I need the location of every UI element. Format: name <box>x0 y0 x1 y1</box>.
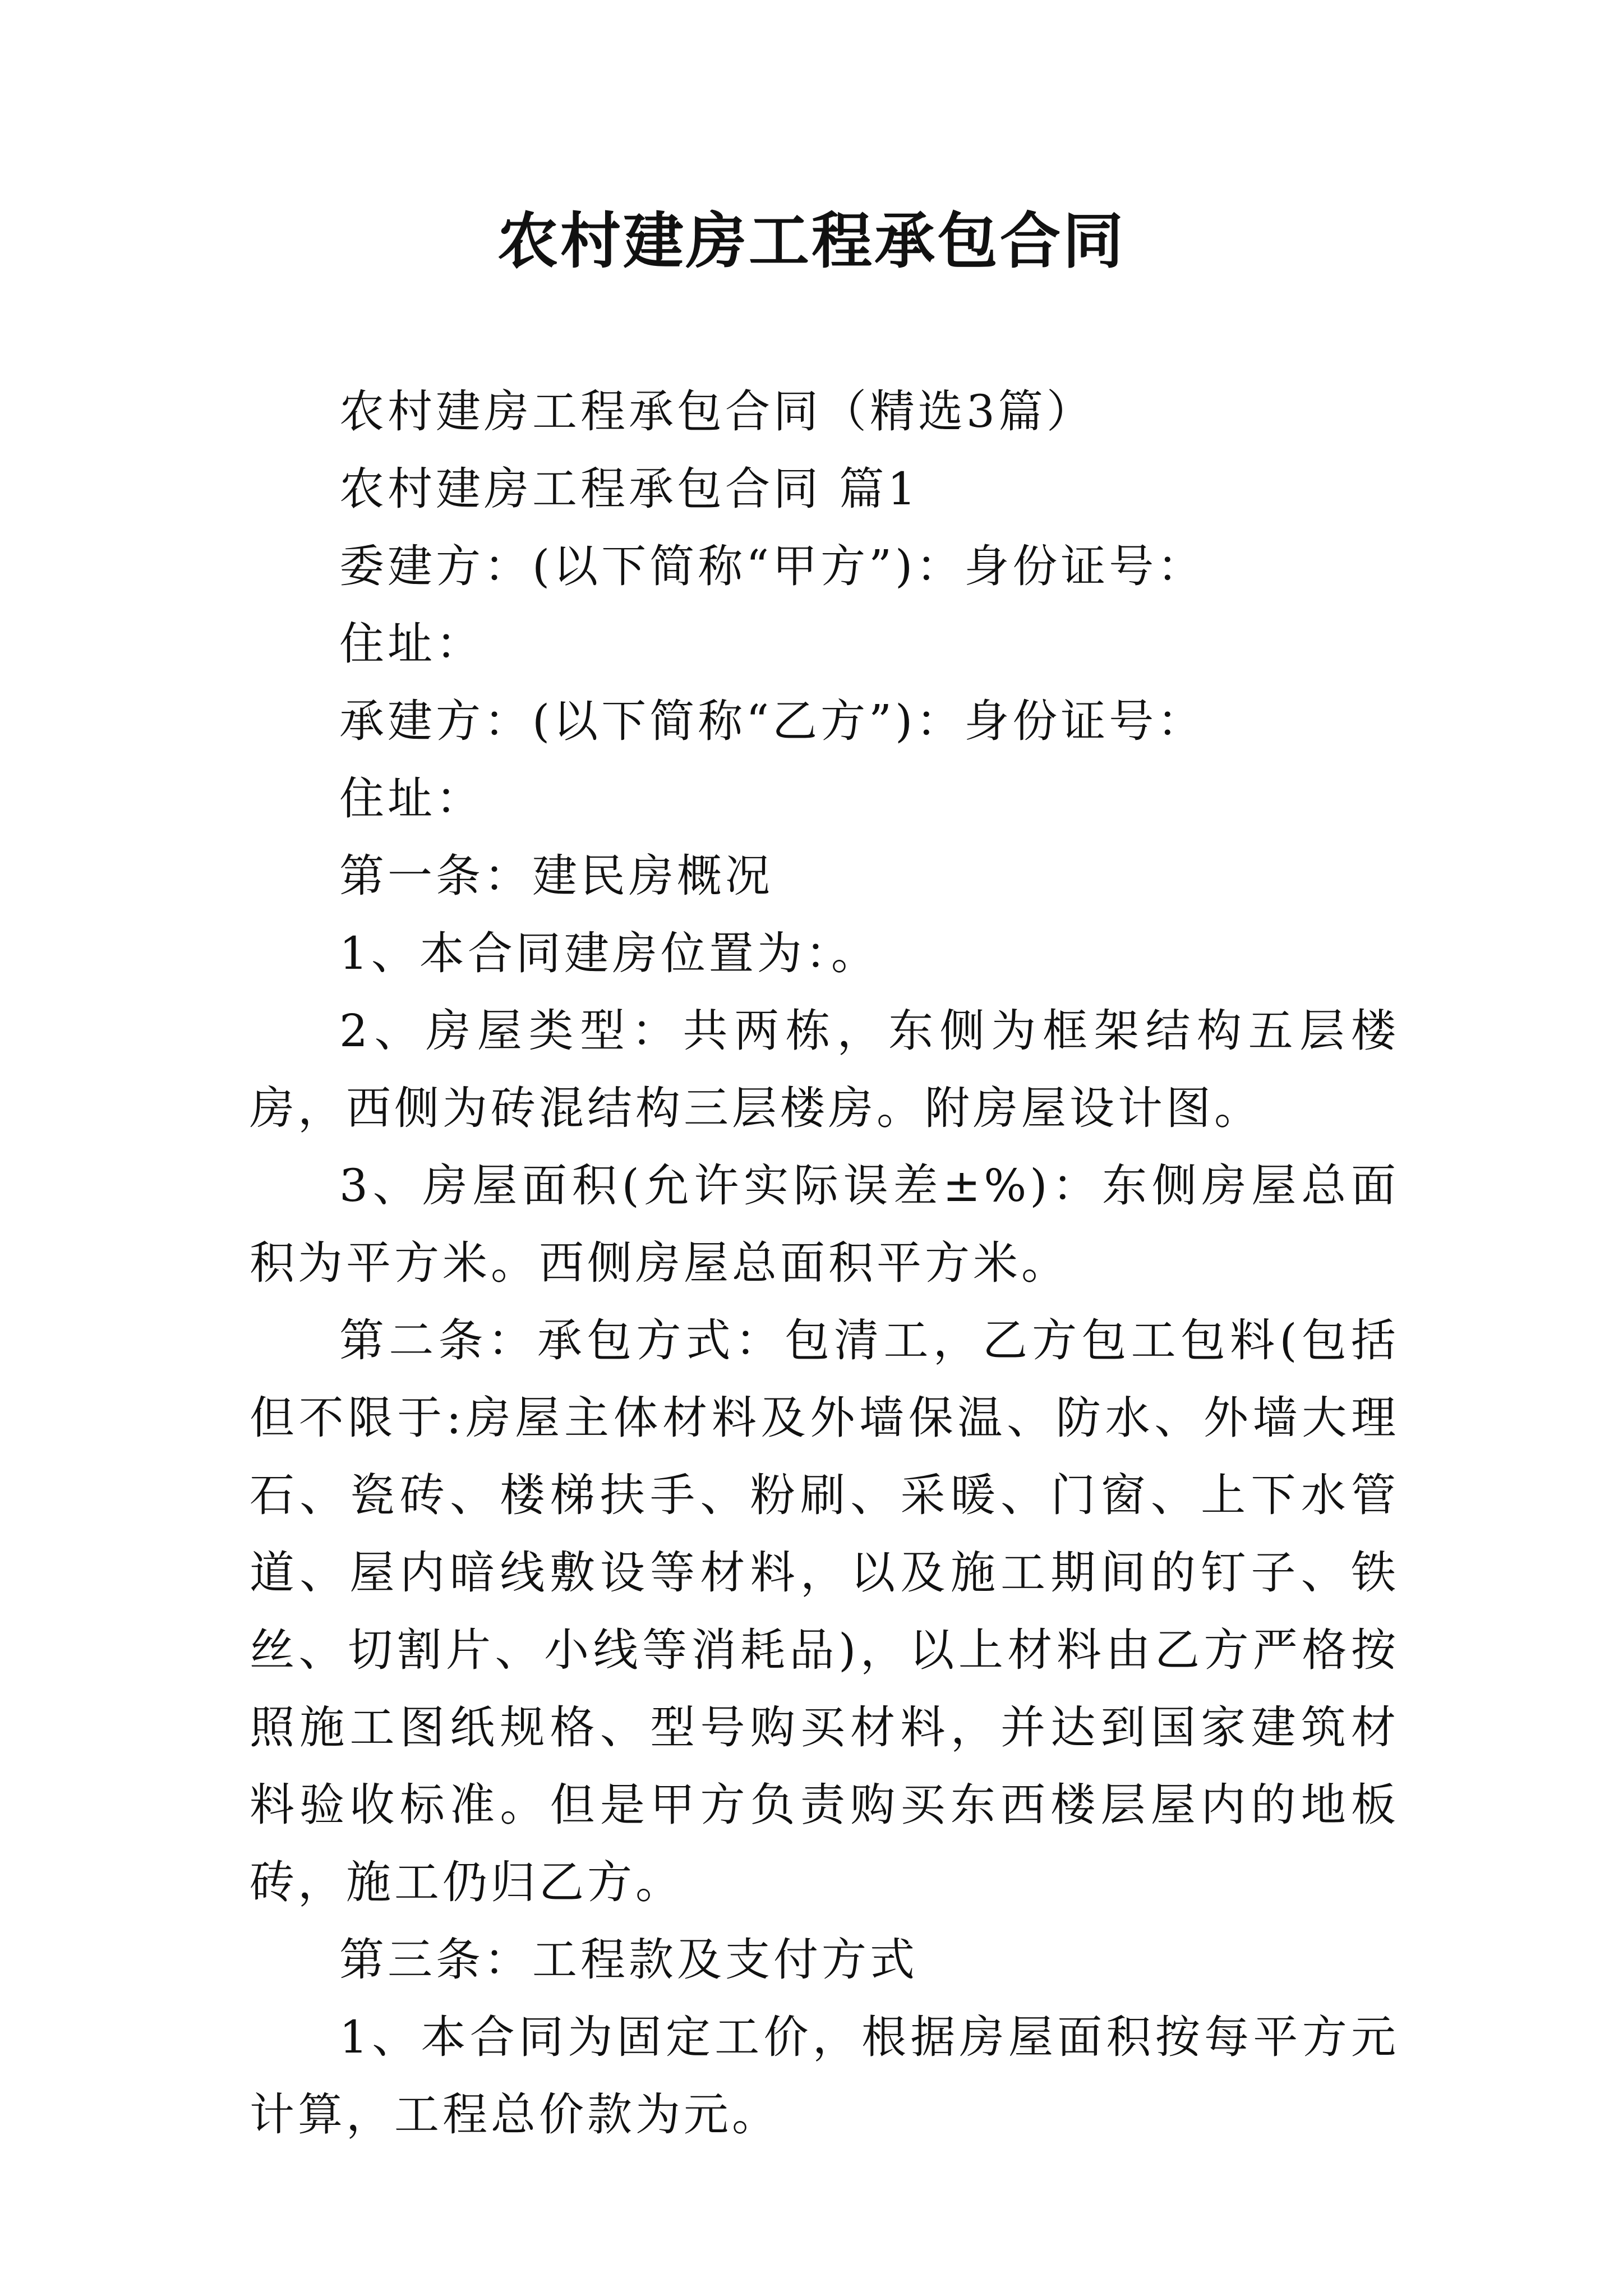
document-title: 农村建房工程承包合同 <box>497 206 1126 277</box>
paragraph-section-heading: 农村建房工程承包合同 篇1 <box>339 463 920 515</box>
paragraph-article-3: 第三条：工程款及支付方式 <box>339 1934 918 1986</box>
paragraph-article-1-item-1: 1、本合同建房位置为：。 <box>339 927 879 979</box>
paragraph-article-3-item-1: 1、本合同为固定工价，根据房屋面积按每平方元计算，工程总价款为元。 <box>250 2011 1399 2141</box>
paragraph-article-1-item-2: 2、房屋类型：共两栋，东侧为框架结构五层楼房，西侧为砖混结构三层楼房。附房屋设计图。 <box>250 1005 1399 1134</box>
document-body <box>250 373 1399 2154</box>
paragraph-article-2: 第二条：承包方式：包清工，乙方包工包料(包括但不限于:房屋主体材料及外墙保温、防水、外墙大理石、瓷砖、楼梯扶手、粉刷、采暖、门窗、上下水管道、屋内暗线敷设等材料，以及施工期间的钉子、铁丝、切割片、小线等消耗品)，以上材料由乙方严格按照施工图纸规格、型号购买材料，并达到国家建筑材料验收标准。但是甲方负责购买东西楼层屋内的地板砖，施工仍归乙方。 <box>250 1314 1399 1908</box>
paragraph-article-1: 第一条：建民房概况 <box>339 850 773 902</box>
paragraph-party-a: 委建方：(以下简称“甲方”)：身份证号： <box>339 540 1206 592</box>
paragraph-party-b: 承建方：(以下简称“乙方”)：身份证号： <box>339 695 1206 747</box>
paragraph-subtitle: 农村建房工程承包合同（精选3篇） <box>339 385 1095 438</box>
paragraph-article-1-item-3: 3、房屋面积(允许实际误差±%)：东侧房屋总面积为平方米。西侧房屋总面积平方米。 <box>250 1159 1399 1289</box>
paragraph-party-b-address: 住址： <box>339 772 484 825</box>
paragraph-party-a-address: 住址： <box>339 618 484 670</box>
